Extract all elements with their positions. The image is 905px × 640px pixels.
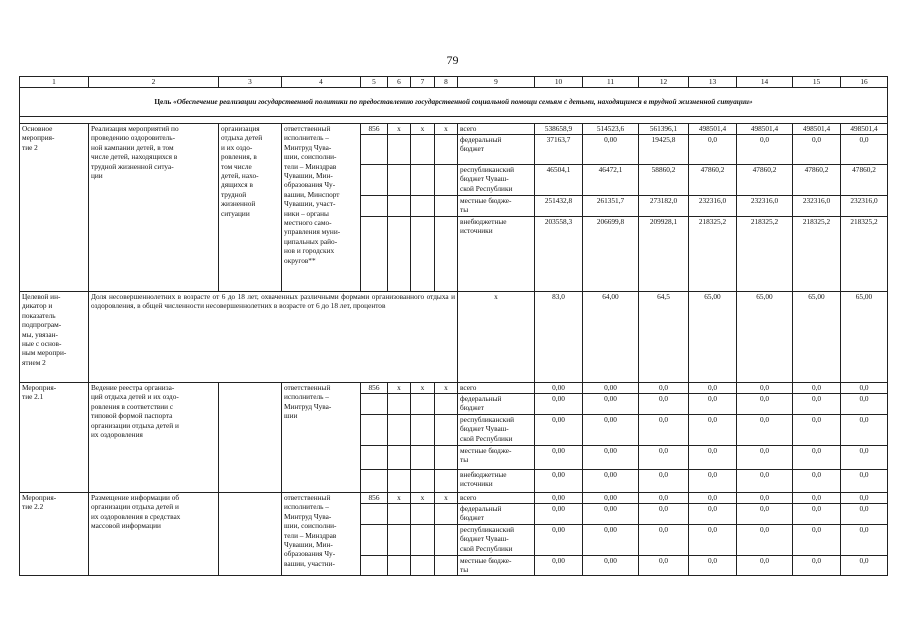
goal-row <box>20 88 888 117</box>
measure-name: Размещение информации об организации отдыха детей и их оздоровления в средствах массовой информации <box>89 493 219 576</box>
budget-code: х <box>411 124 435 135</box>
amount-cell: 206699,8 <box>583 217 639 292</box>
budget-code <box>388 165 411 196</box>
budget-code <box>361 135 388 165</box>
amount-cell: 0,00 <box>583 394 639 415</box>
column-number: 14 <box>737 77 793 88</box>
funding-source: всего <box>458 383 535 394</box>
amount-cell: 218325,2 <box>793 217 841 292</box>
budget-code <box>411 415 435 446</box>
amount-cell: 0,0 <box>841 135 888 165</box>
budget-code <box>411 165 435 196</box>
funding-source: республиканский бюджет Чуваш- ской Республики <box>458 525 535 556</box>
funding-source: республиканский бюджет Чуваш- ской Республики <box>458 415 535 446</box>
budget-code <box>361 217 388 292</box>
amount-cell: 47860,2 <box>841 165 888 196</box>
funding-source: х <box>458 292 535 383</box>
amount-cell: 0,0 <box>639 394 689 415</box>
amount-cell: 0,00 <box>535 556 583 576</box>
amount-cell: 538658,9 <box>535 124 583 135</box>
amount-cell: 0,0 <box>737 394 793 415</box>
amount-cell: 218325,2 <box>841 217 888 292</box>
amount-cell: 0,00 <box>583 493 639 504</box>
amount-cell: 0,0 <box>737 556 793 576</box>
measure-executor: ответственный исполнитель – Минтруд Чува- шии <box>282 383 361 493</box>
budget-code <box>388 504 411 525</box>
amount-cell: 0,00 <box>535 470 583 493</box>
amount-cell: 0,00 <box>535 446 583 470</box>
amount-cell: 0,0 <box>639 525 689 556</box>
budget-code <box>435 525 458 556</box>
budget-code: х <box>435 493 458 504</box>
amount-cell: 232316,0 <box>689 196 737 217</box>
budget-code <box>411 525 435 556</box>
measure-code: Основное мероприя- тие 2 <box>20 124 89 292</box>
budget-code <box>361 165 388 196</box>
budget-code <box>361 446 388 470</box>
amount-cell: 0,0 <box>793 525 841 556</box>
amount-cell: 0,0 <box>793 504 841 525</box>
indicator-value: 83,0 <box>535 292 583 383</box>
funding-source: федеральный бюджет <box>458 394 535 415</box>
budget-code <box>388 394 411 415</box>
goal-text: «Обеспечение реализации государственной политики по предоставлению государственной социальной помощи семьям с детьми, находящимся в трудной жизненной ситуации» <box>173 97 753 107</box>
amount-cell: 0,0 <box>793 556 841 576</box>
column-number: 7 <box>411 77 435 88</box>
amount-cell: 47860,2 <box>793 165 841 196</box>
amount-cell: 203558,3 <box>535 217 583 292</box>
budget-code <box>388 135 411 165</box>
amount-cell: 0,00 <box>535 415 583 446</box>
amount-cell: 0,0 <box>737 383 793 394</box>
amount-cell: 0,0 <box>841 556 888 576</box>
budget-code <box>435 196 458 217</box>
amount-cell: 0,0 <box>737 504 793 525</box>
table-row <box>20 124 888 135</box>
amount-cell: 0,0 <box>793 470 841 493</box>
indicator-value: 64,00 <box>583 292 639 383</box>
amount-cell: 0,0 <box>689 470 737 493</box>
amount-cell: 0,0 <box>689 135 737 165</box>
amount-cell: 0,0 <box>841 525 888 556</box>
amount-cell: 561396,1 <box>639 124 689 135</box>
budget-code <box>435 165 458 196</box>
amount-cell: 0,0 <box>689 446 737 470</box>
amount-cell: 0,0 <box>639 446 689 470</box>
amount-cell: 0,0 <box>793 383 841 394</box>
amount-cell: 0,0 <box>793 446 841 470</box>
budget-code <box>361 415 388 446</box>
budget-code <box>411 470 435 493</box>
budget-code <box>388 525 411 556</box>
column-number: 8 <box>435 77 458 88</box>
amount-cell: 0,0 <box>793 493 841 504</box>
goal-cell <box>20 88 888 117</box>
measure-outcome <box>219 383 282 493</box>
column-number: 4 <box>282 77 361 88</box>
amount-cell: 0,00 <box>535 493 583 504</box>
column-number: 3 <box>219 77 282 88</box>
amount-cell: 0,0 <box>689 383 737 394</box>
amount-cell: 19425,8 <box>639 135 689 165</box>
column-number: 2 <box>89 77 219 88</box>
budget-code <box>411 446 435 470</box>
budget-code <box>435 504 458 525</box>
amount-cell: 232316,0 <box>841 196 888 217</box>
amount-cell: 0,00 <box>583 470 639 493</box>
amount-cell: 218325,2 <box>689 217 737 292</box>
goal-label: Цель <box>154 97 174 107</box>
funding-source: всего <box>458 493 535 504</box>
budget-code <box>435 415 458 446</box>
budget-code: х <box>388 493 411 504</box>
measure-executor: ответственный исполнитель – Минтруд Чува- шии, соисполни- тели – Минздрав Чувашии, Мин- образования Чу- вашии, Минспорт Чувашии, участ- ники – органы местного само- управления муни- ципальных райо- нов и городских округов** <box>282 124 361 292</box>
amount-cell: 47860,2 <box>737 165 793 196</box>
indicator-row <box>20 292 888 383</box>
column-number: 12 <box>639 77 689 88</box>
budget-code <box>388 470 411 493</box>
budget-code: 856 <box>361 383 388 394</box>
amount-cell: 0,0 <box>841 383 888 394</box>
indicator-value: 64,5 <box>639 292 689 383</box>
amount-cell: 0,00 <box>583 383 639 394</box>
amount-cell: 0,0 <box>689 394 737 415</box>
funding-source: местные бюдже- ты <box>458 196 535 217</box>
budget-code <box>361 470 388 493</box>
indicator-value: 65,00 <box>737 292 793 383</box>
amount-cell: 0,0 <box>639 493 689 504</box>
budget-code <box>411 504 435 525</box>
amount-cell: 46504,1 <box>535 165 583 196</box>
amount-cell: 514523,6 <box>583 124 639 135</box>
amount-cell: 232316,0 <box>793 196 841 217</box>
amount-cell: 46472,1 <box>583 165 639 196</box>
budget-code <box>361 525 388 556</box>
budget-code <box>411 135 435 165</box>
amount-cell: 0,0 <box>793 394 841 415</box>
funding-source: внебюджетные источники <box>458 470 535 493</box>
amount-cell: 261351,7 <box>583 196 639 217</box>
funding-source: федеральный бюджет <box>458 135 535 165</box>
budget-code <box>435 446 458 470</box>
indicator-value: 65,00 <box>841 292 888 383</box>
funding-source: республиканский бюджет Чуваш- ской Республики <box>458 165 535 196</box>
budget-code <box>361 504 388 525</box>
column-number: 15 <box>793 77 841 88</box>
budget-code: х <box>411 383 435 394</box>
funding-source: местные бюдже- ты <box>458 556 535 576</box>
amount-cell: 0,00 <box>583 446 639 470</box>
amount-cell: 0,00 <box>535 383 583 394</box>
amount-cell: 0,00 <box>583 135 639 165</box>
budget-code <box>435 394 458 415</box>
table-row <box>20 493 888 504</box>
column-number: 9 <box>458 77 535 88</box>
amount-cell: 0,0 <box>639 470 689 493</box>
budget-code <box>388 415 411 446</box>
amount-cell: 0,0 <box>639 415 689 446</box>
budget-code: х <box>435 383 458 394</box>
amount-cell: 0,0 <box>737 415 793 446</box>
amount-cell: 0,00 <box>583 504 639 525</box>
budget-code <box>435 217 458 292</box>
amount-cell: 0,0 <box>737 135 793 165</box>
indicator-label: Целевой ин- дикатор и показатель подпрограм- мы, увязан- ные с основ- ным меропри- ятием 2 <box>20 292 89 383</box>
budget-code <box>411 394 435 415</box>
amount-cell: 273182,0 <box>639 196 689 217</box>
amount-cell: 0,0 <box>689 525 737 556</box>
measure-code: Мероприя- тие 2.2 <box>20 493 89 576</box>
amount-cell: 37163,7 <box>535 135 583 165</box>
budget-code: 856 <box>361 124 388 135</box>
amount-cell: 0,0 <box>689 556 737 576</box>
amount-cell: 0,0 <box>689 415 737 446</box>
amount-cell: 0,00 <box>535 394 583 415</box>
amount-cell: 0,00 <box>535 504 583 525</box>
amount-cell: 0,0 <box>689 504 737 525</box>
amount-cell: 0,0 <box>689 493 737 504</box>
funding-source: внебюджетные источники <box>458 217 535 292</box>
funding-source: местные бюдже- ты <box>458 446 535 470</box>
amount-cell: 498501,4 <box>841 124 888 135</box>
budget-code: х <box>388 124 411 135</box>
measure-outcome: организация отдыха детей и их оздо- ровления, в том числе детей, нахо- дящихся в трудной жизненной ситуации <box>219 124 282 292</box>
column-number: 6 <box>388 77 411 88</box>
budget-code <box>435 135 458 165</box>
column-number: 5 <box>361 77 388 88</box>
amount-cell: 0,0 <box>737 525 793 556</box>
budget-code <box>361 196 388 217</box>
budget-code <box>435 470 458 493</box>
amount-cell: 498501,4 <box>689 124 737 135</box>
amount-cell: 0,0 <box>793 135 841 165</box>
column-number: 11 <box>583 77 639 88</box>
amount-cell: 0,0 <box>639 556 689 576</box>
amount-cell: 0,0 <box>841 394 888 415</box>
amount-cell: 0,0 <box>737 470 793 493</box>
measure-name: Реализация мероприятий по проведению оздоровитель- ной кампании детей, в том числе детей, находящихся в трудной жизненной ситуа- ции <box>89 124 219 292</box>
budget-code <box>411 217 435 292</box>
amount-cell: 209928,1 <box>639 217 689 292</box>
amount-cell: 0,00 <box>583 525 639 556</box>
amount-cell: 218325,2 <box>737 217 793 292</box>
budget-code <box>388 556 411 576</box>
column-number: 13 <box>689 77 737 88</box>
amount-cell: 0,0 <box>841 446 888 470</box>
indicator-value: 65,00 <box>793 292 841 383</box>
budget-code: х <box>435 124 458 135</box>
budget-code <box>388 446 411 470</box>
amount-cell: 232316,0 <box>737 196 793 217</box>
budget-code <box>435 556 458 576</box>
amount-cell: 0,00 <box>583 415 639 446</box>
budget-code: х <box>411 493 435 504</box>
budget-code <box>411 196 435 217</box>
budget-code <box>388 217 411 292</box>
column-number: 10 <box>535 77 583 88</box>
amount-cell: 58860,2 <box>639 165 689 196</box>
measure-code: Мероприя- тие 2.1 <box>20 383 89 493</box>
amount-cell: 0,0 <box>639 383 689 394</box>
amount-cell: 0,0 <box>793 415 841 446</box>
amount-cell: 0,0 <box>737 446 793 470</box>
amount-cell: 498501,4 <box>793 124 841 135</box>
column-number: 16 <box>841 77 888 88</box>
amount-cell: 0,0 <box>737 493 793 504</box>
amount-cell: 0,0 <box>841 470 888 493</box>
amount-cell: 498501,4 <box>737 124 793 135</box>
amount-cell: 0,0 <box>841 504 888 525</box>
measure-name: Ведение реестра организа- ций отдыха детей и их оздо- ровления в соответствии с типовой формой паспорта организации отдыха детей и их оздоровления <box>89 383 219 493</box>
amount-cell: 0,00 <box>535 525 583 556</box>
indicator-value: 65,00 <box>689 292 737 383</box>
budget-code <box>411 556 435 576</box>
budget-code: 856 <box>361 493 388 504</box>
program-table <box>19 76 888 576</box>
column-number: 1 <box>20 77 89 88</box>
budget-code <box>388 196 411 217</box>
amount-cell: 47860,2 <box>689 165 737 196</box>
amount-cell: 0,00 <box>583 556 639 576</box>
measure-executor: ответственный исполнитель – Минтруд Чува- шии, соисполни- тели – Минздрав Чувашии, Мин- образования Чу- вашии, участни- <box>282 493 361 576</box>
spacer-cell <box>20 117 888 124</box>
amount-cell: 0,0 <box>841 493 888 504</box>
measure-outcome <box>219 493 282 576</box>
amount-cell: 0,0 <box>639 504 689 525</box>
amount-cell: 0,0 <box>841 415 888 446</box>
budget-code: х <box>388 383 411 394</box>
table-row <box>20 383 888 394</box>
column-number-row <box>20 77 888 88</box>
budget-code <box>361 556 388 576</box>
funding-source: всего <box>458 124 535 135</box>
budget-code <box>361 394 388 415</box>
amount-cell: 251432,8 <box>535 196 583 217</box>
funding-source: федеральный бюджет <box>458 504 535 525</box>
page-number: 79 <box>446 53 459 67</box>
indicator-text: Доля несовершеннолетних в возрасте от 6 до 18 лет, охваченных различными формами организованного отдыха и оздоровления, в общей численности несовершеннолетних в возрасте от 6 до 18 лет, процентов <box>89 292 458 383</box>
